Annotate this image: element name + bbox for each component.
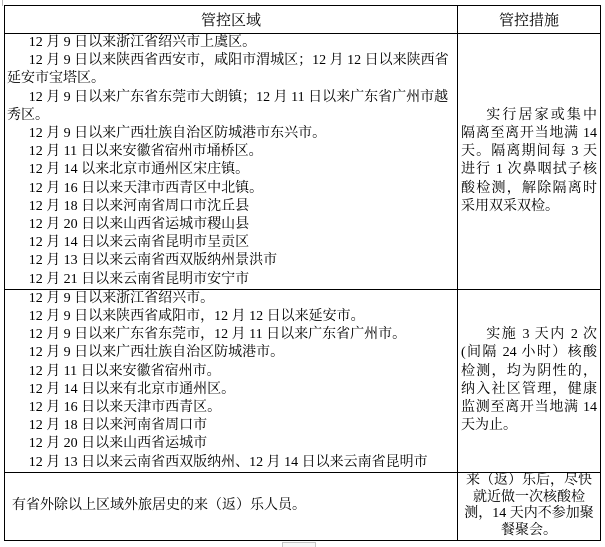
area-cell-row3 xyxy=(5,472,458,540)
area-entry: 12 月 9 日以来广西壮族自治区防城港市东兴市。 xyxy=(28,126,327,142)
table-row xyxy=(5,289,601,472)
area-entry: 12 月 13 日以来云南省西双版纳州景洪市 xyxy=(28,253,278,269)
area-cell-row1 xyxy=(5,34,458,290)
area-column-header: 管控区域 xyxy=(5,6,458,34)
area-entry: 12 月 14 日以来云南省昆明市呈贡区 xyxy=(28,235,250,251)
area-entry: 12 月 21 日以来云南省昆明市安宁市 xyxy=(28,271,250,287)
control-measures-table xyxy=(4,5,601,541)
measure-text: 来（返）乐后，尽快就近做一次核酸检测，14 天内不参加聚餐聚会。 xyxy=(464,472,594,539)
area-cell-row2 xyxy=(5,289,458,472)
measure-column-header: 管控措施 xyxy=(458,6,601,34)
measure-cell-row3 xyxy=(458,472,601,540)
area-entry: 12 月 11 日以来安徽省宿州市埇桥区。 xyxy=(28,144,263,160)
area-entry: 12 月 9 日以来陕西省西安市，咸阳市渭城区；12 月 12 日以来陕西省延安市宝塔区。 xyxy=(7,53,449,87)
area-entry: 12 月 9 日以来广西壮族自治区防城港市。 xyxy=(28,345,285,361)
table-header-row xyxy=(5,6,601,34)
measure-cell-row2 xyxy=(458,289,601,472)
table-row xyxy=(5,34,601,290)
area-entry: 12 月 16 日以来天津市西青区中北镇。 xyxy=(28,180,264,196)
area-entry: 12 月 11 日以来安徽省宿州市。 xyxy=(28,363,221,379)
area-entry: 12 月 18 日以来河南省周口市 xyxy=(28,418,208,434)
measure-text: 实施 3 天内 2 次(间隔 24 小时）核酸检测，均为阴性的，纳入社区管理，健康监测至离开当地满 14 天为止。 xyxy=(461,327,597,434)
area-entry: 12 月 9 日以来广东省东莞市，12 月 11 日以来广东省广州市。 xyxy=(28,327,407,343)
area-entry: 12 月 14 日以来有北京市通州区。 xyxy=(28,381,236,397)
area-entry: 12 月 9 日以来陕西省咸阳市，12 月 12 日以来延安市。 xyxy=(28,309,365,325)
area-entry: 12 月 20 日以来山西省运城市 xyxy=(28,436,208,452)
area-entry: 12 月 14 以来北京市通州区宋庄镇。 xyxy=(28,162,250,178)
screenshot-corner-artifact xyxy=(2,0,3,6)
page-bottom-artifact xyxy=(282,542,316,547)
area-entry: 12 月 20 日以来山西省运城市稷山县 xyxy=(28,217,250,233)
area-entry: 12 月 9 日以来广东省东莞市大朗镇；12 月 11 日以来广东省广州市越秀区。 xyxy=(7,89,449,123)
area-entry: 12 月 16 日以来天津市西青区。 xyxy=(28,400,222,416)
area-entry: 12 月 9 日以来浙江省绍兴市上虞区。 xyxy=(28,35,257,50)
table-row xyxy=(5,472,601,540)
area-entry: 12 月 13 日以来云南省西双版纳州、12 月 14 日以来云南省昆明市 xyxy=(28,454,428,470)
measure-text: 实行居家或集中隔离至离开当地满 14 天。隔离期间每 3 天进行 1 次鼻咽拭子核酸检测，解除隔离时采用双采双检。 xyxy=(461,107,597,214)
measure-cell-row1 xyxy=(458,34,601,290)
area-entry: 12 月 18 日以来河南省周口市沈丘县 xyxy=(28,198,250,214)
area-entry: 12 月 9 日以来浙江省绍兴市。 xyxy=(28,290,215,306)
area-entry: 有省外除以上区域外旅居史的来（返）乐人员。 xyxy=(12,498,306,514)
